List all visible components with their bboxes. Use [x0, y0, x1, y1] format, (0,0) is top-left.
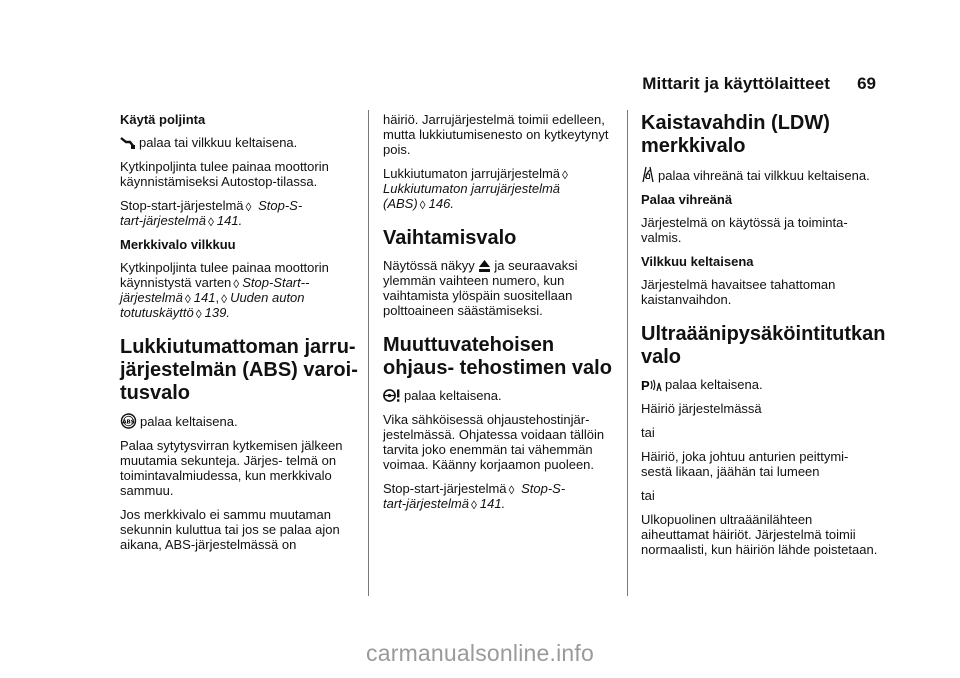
cross-reference-link[interactable]: Stop-S- tart-järjestelmä ◊ 141. — [383, 481, 566, 512]
column-left — [120, 112, 382, 561]
paragraph: palaa keltaisena. — [383, 388, 619, 403]
reference-arrow-icon: ◊ — [207, 215, 214, 229]
reference-arrow-icon: ◊ — [419, 198, 426, 212]
paragraph: Jos merkkivalo ei sammu muutaman sekunnin kuluttua tai jos se palaa ajon aikana, ABS-järjestelmässä on — [120, 507, 340, 552]
paragraph: Näytössä näkyy ja seuraavaksi ylemmän vaihteen numero, kun vaihtamista ylöspäin suositellaan polttoaineen säästämiseksi. — [383, 258, 578, 318]
paragraph: Kytkinpoljinta tulee painaa moottorin käynnistämiseksi Autostop-tilassa. — [120, 159, 329, 189]
reference-arrow-icon: ◊ — [195, 307, 202, 321]
paragraph: palaa vihreänä tai vilkkuu keltaisena. — [641, 166, 879, 183]
paragraph-with-reference: Lukkiutumaton jarrujärjestelmä ◊ Lukkiutumaton jarrujärjestelmä (ABS) ◊ 146. — [383, 166, 568, 212]
clutch-pedal-icon — [120, 136, 136, 150]
paragraph: Häiriö järjestelmässä — [641, 401, 762, 416]
paragraph: häiriö. Jarrujärjestelmä toimii edelleen, mutta lukkiutumisenesto on kytkeytynyt pois. — [383, 112, 609, 157]
reference-arrow-icon: ◊ — [184, 292, 191, 306]
paragraph: Järjestelmä on käytössä ja toiminta- valmis. — [641, 215, 848, 245]
column-middle — [383, 112, 619, 520]
paragraph: ABS palaa keltaisena. — [120, 413, 382, 429]
column-right — [641, 112, 886, 566]
subheading-flashing-yellow: Vilkkuu keltaisena — [641, 254, 754, 269]
page-number: 69 — [857, 74, 876, 93]
lane-departure-icon — [641, 166, 655, 183]
subheading-green: Palaa vihreänä — [641, 192, 733, 207]
page-header-title: Mittarit ja käyttölaitteet — [642, 74, 830, 93]
paragraph: Palaa sytytysvirran kytkemisen jälkeen muutamia sekunteja. Järjes- telmä on toimintavalmiudessa, kun merkkivalo sammuu. — [120, 438, 343, 498]
paragraph: P palaa keltaisena. — [641, 377, 763, 392]
watermark: carmanualsonline.info — [366, 640, 594, 666]
cross-reference-link[interactable]: Stop-Start-- — [242, 275, 310, 290]
cross-reference-link[interactable]: Lukkiutumaton jarrujärjestelmä (ABS) ◊ 146. — [383, 181, 561, 212]
svg-text:ABS: ABS — [122, 419, 135, 426]
cross-reference-link[interactable]: Uuden auton — [230, 290, 305, 305]
abs-warning-icon — [120, 413, 137, 429]
subheading-press-pedal: Käytä poljinta — [120, 112, 206, 127]
subheading-light-flashing: Merkkivalo vilkkuu — [120, 237, 236, 252]
reference-arrow-icon: ◊ — [233, 277, 240, 291]
svg-text:P: P — [641, 378, 650, 392]
reference-arrow-icon: ◊ — [470, 498, 477, 512]
paragraph: Häiriö, joka johtuu anturien peittymi- sestä likaan, jäähän tai lumeen — [641, 449, 849, 479]
paragraph: tai — [641, 425, 655, 440]
reference-arrow-icon: ◊ — [245, 200, 252, 214]
paragraph-with-reference: Stop-start-järjestelmä ◊ Stop-S- tart-järjestelmä ◊ 141. — [120, 198, 303, 229]
paragraph-with-reference: Kytkinpoljinta tulee painaa moottorin käynnistystä varten ◊ Stop-Start-- järjestelmä ◊ 141, ◊ Uuden auton totutuskäyttö ◊ 139. — [120, 260, 329, 321]
steering-wheel-warning-icon — [383, 388, 401, 403]
parking-sensor-icon — [641, 378, 662, 392]
paragraph: Ulkopuolinen ultraäänilähteen aiheuttamat häiriöt. Järjestelmä toimii normaalisti, kun häiriön lähde poistetaan. — [641, 512, 878, 557]
paragraph: Vika sähköisessä ohjaustehostinjär- jestelmässä. Ohjatessa voidaan tällöin tarvita joko enemmän tai vähemmän voimaa. Käänny korjaamon puoleen. — [383, 412, 605, 472]
shift-up-arrow-icon — [478, 259, 491, 273]
paragraph: Järjestelmä havaitsee tahattoman kaistanvaihdon. — [641, 277, 836, 307]
cross-reference-link[interactable]: järjestelmä ◊ 141 — [120, 290, 216, 306]
reference-arrow-icon: ◊ — [221, 292, 228, 306]
reference-arrow-icon: ◊ — [562, 168, 568, 182]
section-title-lane-departure: Kaistavahdin (LDW) merkkivalo — [641, 112, 830, 157]
reference-arrow-icon: ◊ — [508, 483, 515, 497]
cross-reference-link[interactable]: Stop-S- tart-järjestelmä ◊ 141. — [120, 198, 303, 229]
paragraph: tai — [641, 488, 655, 503]
section-title-power-steering: Muuttuvatehoisen ohjaus- tehostimen valo — [383, 334, 612, 379]
cross-reference-link[interactable]: totutuskäyttö ◊ 139. — [120, 305, 230, 321]
column-divider — [627, 110, 628, 596]
paragraph-with-reference: Stop-start-järjestelmä ◊ Stop-S- tart-järjestelmä ◊ 141. — [383, 481, 566, 512]
section-title-shift-light: Vaihtamisvalo — [383, 227, 517, 249]
paragraph: palaa tai vilkkuu keltaisena. — [120, 135, 382, 150]
section-title-abs: Lukkiutumattoman jarru- järjestelmän (ABS) varoi- tusvalo — [120, 336, 358, 404]
section-title-parking-sensor: Ultraäänipysäköintitutkan valo — [641, 323, 886, 368]
